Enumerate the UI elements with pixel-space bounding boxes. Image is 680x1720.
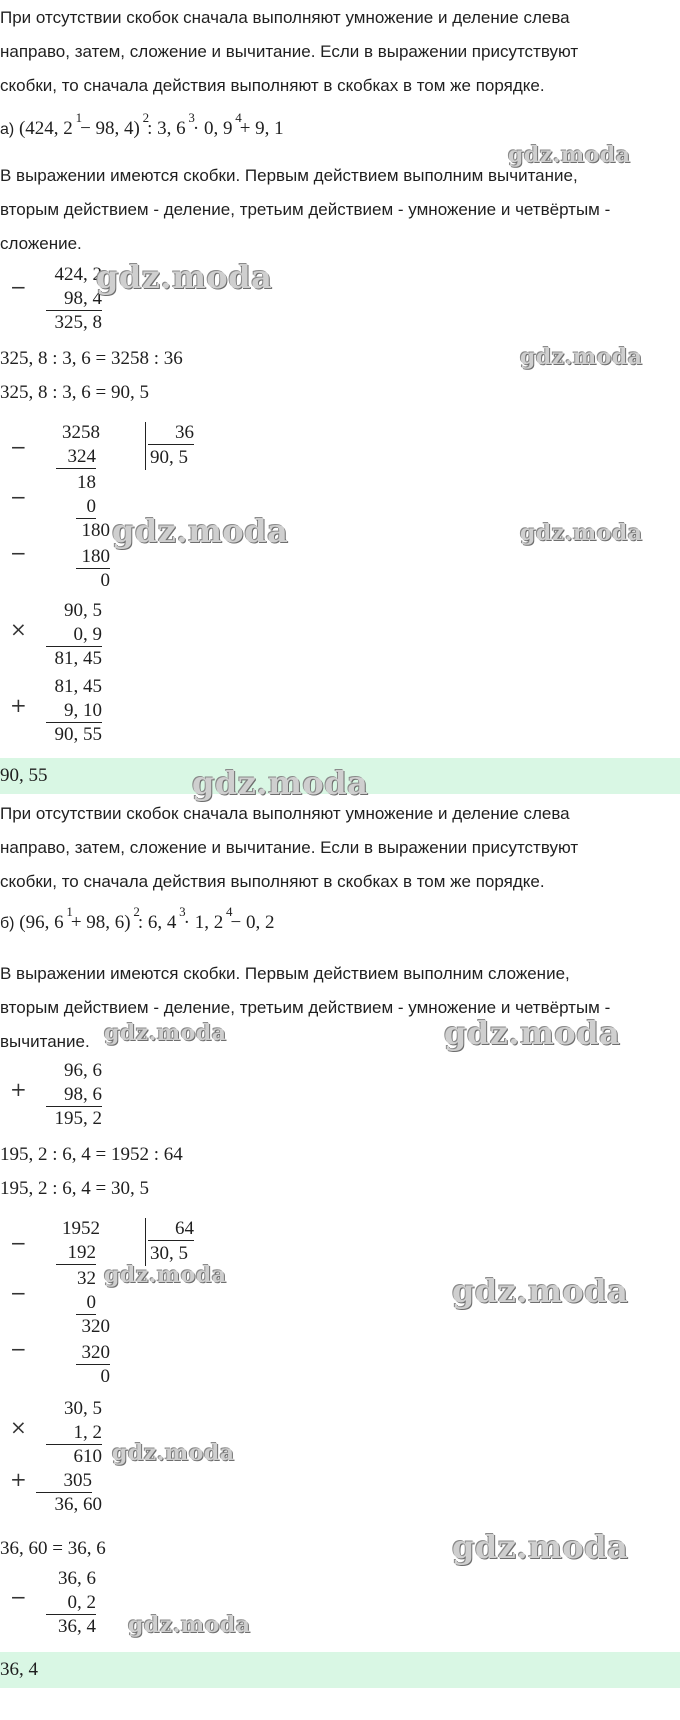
explain-line: В выражении имеются скобки. Первым действием выполним сложение, xyxy=(0,964,570,983)
watermark-logo: gdz.moda xyxy=(192,764,369,802)
watermark-logo: gdz.moda xyxy=(452,1272,629,1310)
answer-highlight xyxy=(0,1652,680,1688)
task-expression: б) (96, 6 $^1$+ 98, 6) $^2$: 6, 4 $^3$· 1, 2 $^4$− 0, 2 xyxy=(0,904,275,933)
explain-line: сложение. xyxy=(0,234,82,253)
equation: 195, 2 : 6, 4 = 1952 : 64 xyxy=(0,1144,183,1165)
watermark-logo: gdz.moda xyxy=(452,1528,629,1566)
explain-line: В выражении имеются скобки. Первым действием выполним вычитание, xyxy=(0,166,578,185)
watermark-logo: gdz.moda xyxy=(520,344,643,370)
watermark-logo: gdz.moda xyxy=(112,1440,235,1466)
watermark-logo: gdz.moda xyxy=(508,142,631,168)
answer-value: 36, 4 xyxy=(0,1659,38,1680)
watermark-logo: gdz.moda xyxy=(520,520,643,546)
intro-line: При отсутствии скобок сначала выполняют умножение и деление слева xyxy=(0,8,570,27)
equation: 325, 8 : 3, 6 = 3258 : 36 xyxy=(0,348,183,369)
watermark-logo: gdz.moda xyxy=(128,1612,251,1638)
intro-line: скобки, то сначала действия выполняют в скобках в том же порядке. xyxy=(0,872,545,891)
watermark-logo: gdz.moda xyxy=(96,258,273,296)
watermark-logo: gdz.moda xyxy=(104,1020,227,1046)
equation: 195, 2 : 6, 4 = 30, 5 xyxy=(0,1178,149,1199)
intro-line: направо, затем, сложение и вычитание. Если в выражении присутствуют xyxy=(0,838,579,857)
watermark-logo: gdz.moda xyxy=(444,1014,621,1052)
answer-value: 90, 55 xyxy=(0,765,48,786)
watermark-logo: gdz.moda xyxy=(112,512,289,550)
equation: 325, 8 : 3, 6 = 90, 5 xyxy=(0,382,149,403)
task-expression: а) (424, 2 $^1$− 98, 4) $^2$: 3, 6 $^3$· 0, 9 $^4$+ 9, 1 xyxy=(0,110,284,139)
explain-line: вторым действием - деление, третьим действием - умножение и четвёртым - xyxy=(0,200,611,219)
explain-line: вычитание. xyxy=(0,1032,90,1051)
task-label: б) xyxy=(0,915,15,932)
intro-line: направо, затем, сложение и вычитание. Если в выражении присутствуют xyxy=(0,42,579,61)
intro-line: При отсутствии скобок сначала выполняют умножение и деление слева xyxy=(0,804,570,823)
watermark-logo: gdz.moda xyxy=(104,1262,227,1288)
task-label: а) xyxy=(0,121,15,138)
intro-line: скобки, то сначала действия выполняют в скобках в том же порядке. xyxy=(0,76,545,95)
equation: 36, 60 = 36, 6 xyxy=(0,1538,106,1559)
explain-line: вторым действием - деление, третьим действием - умножение и четвёртым - xyxy=(0,998,611,1017)
